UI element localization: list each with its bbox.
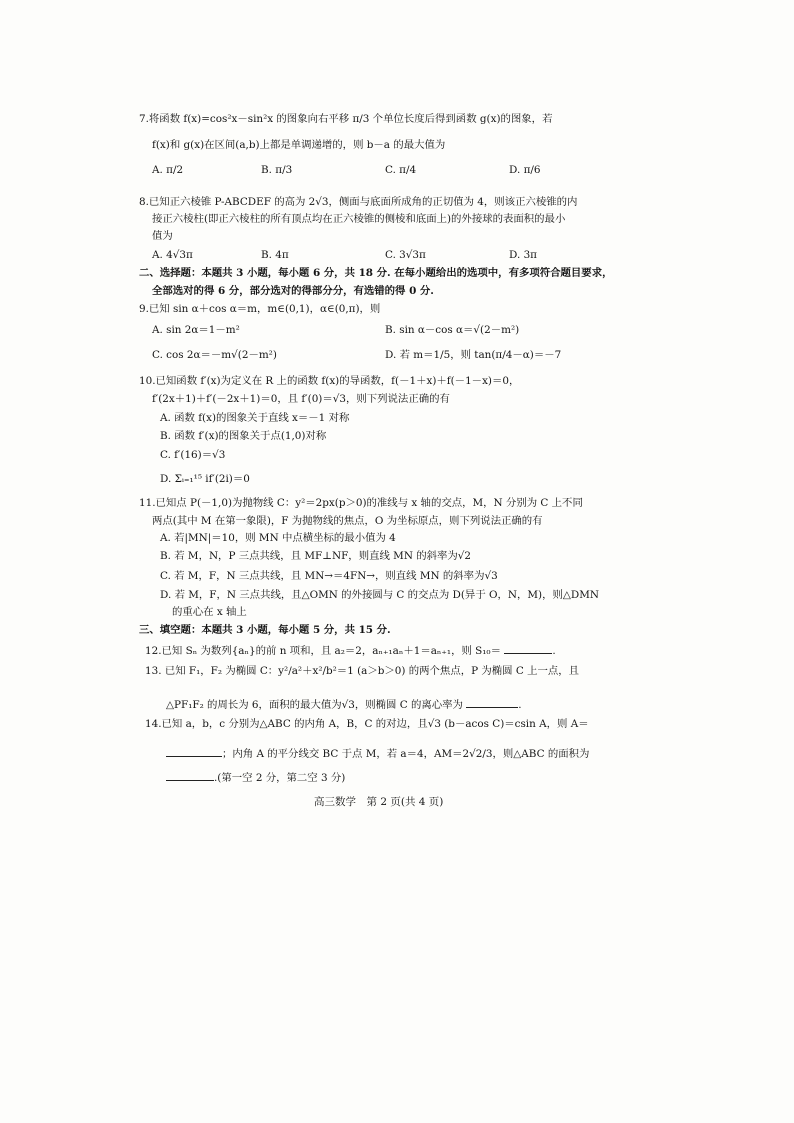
q14-scoring-note: .(第一空 2 分，第二空 3 分) — [214, 772, 346, 784]
q9-option-b: B. sin α－cos α＝√(2－m²) — [385, 324, 520, 336]
q10-option-d: D. Σᵢ₌₁¹⁵ if′(2i)＝0 — [160, 473, 250, 485]
q10-line1: 10.已知函数 f′(x)为定义在 R 上的函数 f(x)的导函数，f(－1＋x)＋f(－1－x)＝0， — [139, 375, 520, 387]
q7-option-d: D. π/6 — [509, 164, 541, 176]
q8-option-d: D. 3π — [509, 249, 538, 261]
q11-line1: 11.已知点 P(－1,0)为抛物线 C：y²＝2px(p＞0)的准线与 x 轴的交点，M，N 分别为 C 上不同 — [139, 497, 583, 509]
q12-text — [145, 643, 556, 656]
q14-line2 — [166, 746, 589, 759]
q7-option-a: A. π/2 — [152, 164, 184, 176]
q13-stem-line2: △PF₁F₂ 的周长为 6，面积的最大值为√3，则椭圆 C 的离心率为 — [166, 699, 463, 711]
q10-option-c: C. f′(16)＝√3 — [160, 449, 226, 461]
q12-stem: 12.已知 Sₙ 为数列{aₙ}的前 n 项和，且 a₂＝2，aₙ₊₁aₙ＋1＝aₙ₊₁，则 S₁₀＝ — [145, 645, 501, 657]
q11-option-d: D. 若 M，F，N 三点共线，且△OMN 的外接圆与 C 的交点为 D(异于 O，N，M)，则△DMN — [160, 589, 599, 601]
q7-line1: 7.将函数 f(x)=cos²x－sin²x 的图象向右平移 π/3 个单位长度后得到函数 g(x)的图象，若 — [139, 113, 553, 125]
q11-line2: 两点(其中 M 在第一象限)，F 为抛物线的焦点，O 为坐标原点，则下列说法正确的有 — [152, 515, 543, 527]
q8-option-a: A. 4√3π — [152, 249, 193, 261]
page-footer: 高三数学 第 2 页(共 4 页) — [314, 796, 444, 808]
q11-option-d-continued: 的重心在 x 轴上 — [172, 606, 247, 618]
q9-option-d: D. 若 m＝1/5，则 tan(π/4－α)＝－7 — [385, 349, 562, 361]
q13-line2 — [166, 697, 522, 710]
q8-line1: 8.已知正六棱锥 P-ABCDEF 的高为 2√3，侧面与底面所成角的正切值为 4，则该正六棱锥的内 — [139, 196, 578, 208]
section2-heading-line1: 二、选择题：本题共 3 小题，每小题 6 分，共 18 分. 在每小题给出的选项中，有多项符合题目要求， — [139, 267, 613, 279]
q9-stem: 9.已知 sin α＋cos α＝m，m∈(0,1)，α∈(0,π)，则 — [139, 303, 381, 315]
q14-stem-line2: ；内角 A 的平分线交 BC 于点 M，若 a＝4，AM＝2√2/3，则△ABC 的面积为 — [222, 748, 590, 760]
q10-option-b: B. 函数 f′(x)的图象关于点(1,0)对称 — [160, 430, 327, 442]
q12-end: . — [552, 645, 556, 657]
q7-line2: f(x)和 g(x)在区间(a,b)上都是单调递增的，则 b－a 的最大值为 — [152, 139, 446, 151]
q8-option-c: C. 3√3π — [385, 249, 426, 261]
q8-line2: 接正六棱柱(即正六棱柱的所有顶点均在正六棱锥的侧棱和底面上)的外接球的表面积的最小 — [152, 213, 566, 225]
q9-option-c: C. cos 2α＝－m√(2－m²) — [152, 349, 277, 361]
q10-line2: f′(2x＋1)＋f′(－2x＋1)＝0，且 f′(0)＝√3，则下列说法正确的有 — [152, 393, 450, 405]
q11-option-c: C. 若 M，F，N 三点共线，且 MN→＝4FN→，则直线 MN 的斜率为√3 — [160, 570, 498, 582]
q8-option-b: B. 4π — [261, 249, 289, 261]
q13-line1: 13. 已知 F₁，F₂ 为椭圆 C：y²/a²＋x²/b²＝1 (a＞b＞0) 的两个焦点，P 为椭圆 C 上一点，且 — [145, 665, 580, 677]
q7-option-b: B. π/3 — [261, 164, 293, 176]
q10-option-a: A. 函数 f(x)的图象关于直线 x＝－1 对称 — [160, 412, 350, 424]
q14-answer-blank-1[interactable] — [166, 746, 222, 757]
q13-end: . — [518, 699, 522, 711]
q12-answer-blank[interactable] — [504, 643, 552, 654]
section3-heading: 三、填空题：本题共 3 小题，每小题 5 分，共 15 分. — [139, 624, 391, 636]
q14-answer-blank-2[interactable] — [166, 770, 214, 781]
section2-heading-line2: 全部选对的得 6 分，部分选对的得部分分，有选错的得 0 分. — [152, 285, 434, 297]
q8-line3: 值为 — [152, 230, 173, 242]
q11-option-a: A. 若|MN|＝10，则 MN 中点横坐标的最小值为 4 — [160, 532, 396, 544]
q11-option-b: B. 若 M，N，P 三点共线，且 MF⊥NF，则直线 MN 的斜率为√2 — [160, 550, 472, 562]
q13-answer-blank[interactable] — [466, 697, 518, 708]
q14-line3 — [166, 770, 345, 783]
q9-option-a: A. sin 2α＝1－m² — [152, 324, 240, 336]
q14-line1: 14.已知 a，b，c 分别为△ABC 的内角 A，B，C 的对边，且√3 (b－acos C)＝csin A，则 A＝ — [145, 718, 589, 730]
q7-option-c: C. π/4 — [385, 164, 417, 176]
